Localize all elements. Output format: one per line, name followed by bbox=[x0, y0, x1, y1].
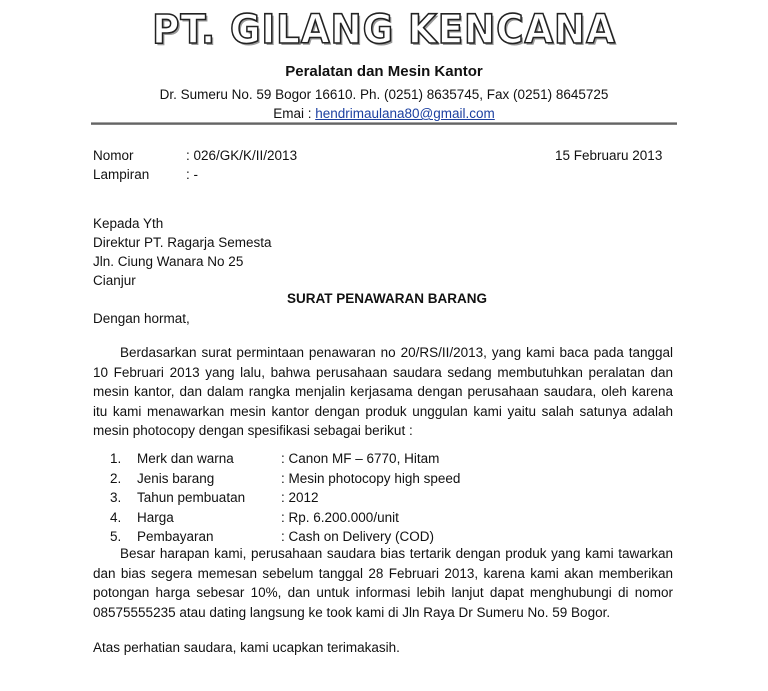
letter-title: SURAT PENAWARAN BARANG bbox=[287, 291, 488, 306]
letter-date: 15 Februaru 2013 bbox=[555, 148, 663, 163]
spec-value: : Cash on Delivery (COD) bbox=[281, 529, 435, 544]
spec-item bbox=[110, 488, 460, 508]
company-address: Dr. Sumeru No. 59 Bogor 16610. Ph. (0251) 8635745, Fax (0251) 8645725 bbox=[159, 87, 609, 102]
spec-label: Tahun pembuatan bbox=[137, 490, 246, 505]
spec-value: : Mesin photocopy high speed bbox=[281, 470, 461, 486]
lampiran-label: Lampiran bbox=[93, 167, 150, 182]
paragraph-intro: Berdasarkan surat permintaan penawaran no 20/RS/II/2013, yang kami baca pada tanggal 10 Februari 2013 yang lalu, bahwa perusahaan saudara sedang membutuhkan peralatan dan mesin kantor, dan dalam rangka menjalin kerjasama dengan perusahaan saudara, oleh karena itu kami menawarkan mesin kantor dengan produk unggulan kami yaitu salah satunya adalah mesin photocopy dengan spesifikasi sebagai berikut : bbox=[93, 345, 673, 438]
lampiran-value: : - bbox=[186, 167, 198, 182]
nomor-row bbox=[93, 148, 297, 163]
letterhead-divider bbox=[91, 122, 677, 125]
email-link[interactable]: hendrimaulana80@gmail.com bbox=[315, 106, 495, 121]
company-subtitle: Peralatan dan Mesin Kantor bbox=[285, 63, 483, 80]
spec-number: 3. bbox=[110, 490, 122, 505]
greeting: Dengan hormat, bbox=[93, 311, 190, 326]
spec-list bbox=[110, 449, 460, 547]
spec-item bbox=[110, 508, 460, 528]
spec-item bbox=[110, 469, 460, 489]
spec-number: 5. bbox=[110, 529, 122, 544]
nomor-value: : 026/GK/K/II/2013 bbox=[186, 148, 298, 163]
paragraph-offer: Besar harapan kami, perusahaan saudara bias tertarik dengan produk yang kami tawarkan dan bias segera memesan sebelum tanggal 28 Februari 2013, karena kami akan memberikan potongan harga sebesar 10%, dan untuk informasi lebih lanjut dapat menghubungi di nomor 08575555235 atau dating langsung ke took kami di Jln Raya Dr Sumeru No. 59 Bogor. bbox=[93, 546, 673, 620]
email-line bbox=[0, 106, 768, 121]
spec-label: Merk dan warna bbox=[137, 451, 234, 466]
recipient-line: Kepada Yth bbox=[93, 216, 164, 231]
lampiran-row bbox=[93, 167, 198, 182]
spec-label: Pembayaran bbox=[137, 529, 214, 544]
spec-label: Jenis barang bbox=[137, 470, 215, 486]
spec-number: 1. bbox=[110, 451, 122, 466]
nomor-label: Nomor bbox=[93, 148, 134, 163]
recipient-line: Direktur PT. Ragarja Semesta bbox=[93, 235, 272, 250]
spec-item bbox=[110, 449, 460, 469]
recipient-line: Jln. Ciung Wanara No 25 bbox=[93, 254, 244, 269]
closing-line: Atas perhatian saudara, kami ucapkan terimakasih. bbox=[93, 640, 400, 655]
email-label: Emai : bbox=[273, 106, 316, 121]
spec-number: 2. bbox=[110, 470, 122, 486]
spec-label: Harga bbox=[137, 509, 174, 525]
recipient-line: Cianjur bbox=[93, 273, 136, 288]
spec-value: : Rp. 6.200.000/unit bbox=[281, 509, 399, 525]
spec-number: 4. bbox=[110, 509, 122, 525]
spec-value: : 2012 bbox=[281, 490, 319, 505]
company-name: PT. GILANG KENCANA bbox=[152, 7, 616, 53]
spec-value: : Canon MF – 6770, Hitam bbox=[281, 451, 440, 466]
